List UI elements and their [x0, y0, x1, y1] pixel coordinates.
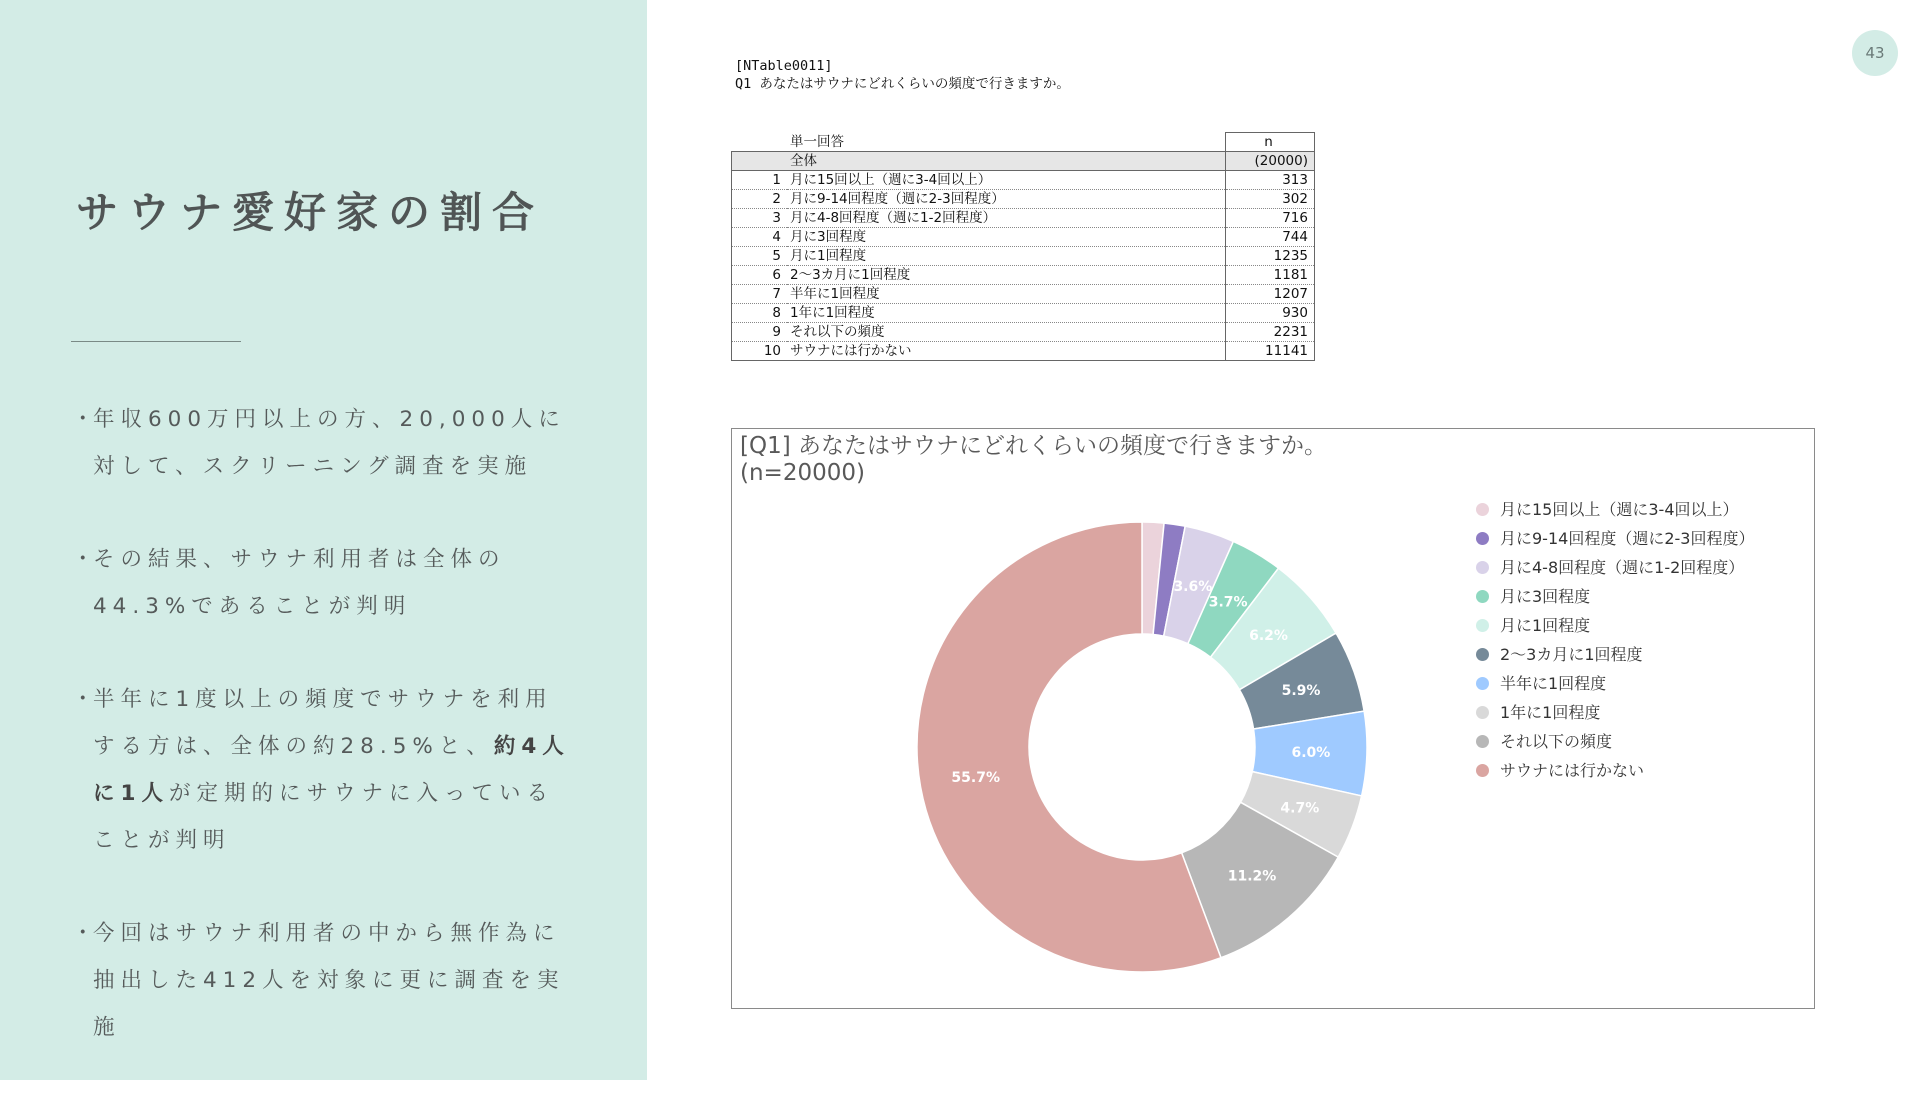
- row-number: 4: [732, 228, 788, 247]
- row-number: 5: [732, 247, 788, 266]
- total-n: (20000): [1226, 152, 1315, 171]
- left-panel: [0, 0, 647, 1080]
- row-label: 半年に1回程度: [787, 285, 1226, 304]
- row-label: 月に15回以上（週に3-4回以上）: [787, 171, 1226, 190]
- table-total-row: [732, 152, 1315, 171]
- legend-label: サウナには行かない: [1500, 761, 1645, 780]
- row-n: 313: [1226, 171, 1315, 190]
- row-label: 月に4-8回程度（週に1-2回程度）: [787, 209, 1226, 228]
- table-row: [732, 247, 1315, 266]
- row-number: 7: [732, 285, 788, 304]
- n-column-header: n: [1226, 133, 1315, 152]
- legend-swatch: [1476, 677, 1489, 690]
- bullet-text: が定期的にサウナに入っていることが判明: [93, 781, 554, 853]
- bullet-item: [70, 396, 570, 490]
- table-header-blank: [732, 133, 788, 152]
- row-label: それ以下の頻度: [787, 323, 1226, 342]
- total-no: [732, 152, 788, 171]
- slice-data-label: 55.7%: [951, 770, 1000, 787]
- row-label: サウナには行かない: [787, 342, 1226, 361]
- legend-item: [1476, 495, 1754, 524]
- legend-label: 月に15回以上（週に3-4回以上）: [1500, 500, 1739, 519]
- slice-data-label: 5.9%: [1281, 682, 1321, 699]
- legend-label: それ以下の頻度: [1500, 732, 1613, 751]
- row-n: 11141: [1226, 342, 1315, 361]
- slice-data-label: 4.7%: [1280, 800, 1320, 817]
- row-number: 10: [732, 342, 788, 361]
- table-row: [732, 285, 1315, 304]
- slide-title: サウナ愛好家の割合: [76, 188, 545, 237]
- legend-swatch: [1476, 561, 1489, 574]
- table-row: [732, 209, 1315, 228]
- row-label: 月に9-14回程度（週に2-3回程度）: [787, 190, 1226, 209]
- row-n: 744: [1226, 228, 1315, 247]
- slice-data-label: 11.2%: [1227, 868, 1277, 885]
- legend-swatch: [1476, 532, 1489, 545]
- row-label: 月に1回程度: [787, 247, 1226, 266]
- row-label: 1年に1回程度: [787, 304, 1226, 323]
- table-row: [732, 342, 1315, 361]
- bullet-item: [70, 536, 570, 630]
- legend-label: 月に4-8回程度（週に1-2回程度）: [1500, 558, 1745, 577]
- answer-type-label: 単一回答: [787, 133, 1226, 152]
- legend-swatch: [1476, 764, 1489, 777]
- table-row: [732, 323, 1315, 342]
- table-header-row: [732, 133, 1315, 152]
- table-row: [732, 190, 1315, 209]
- table-row: [732, 228, 1315, 247]
- table-id: [NTable0011]: [735, 58, 833, 74]
- bullet-dot: ・: [72, 687, 100, 712]
- table-row: [732, 266, 1315, 285]
- legend-swatch: [1476, 648, 1489, 661]
- bullet-text: 今回はサウナ利用者の中から無作為に抽出した412人を対象に更に調査を実施: [93, 921, 565, 1040]
- frequency-table: [731, 132, 1315, 361]
- row-number: 2: [732, 190, 788, 209]
- bullet-item: [70, 910, 570, 1051]
- slice-data-label: 6.2%: [1249, 627, 1288, 644]
- slice-data-label: 6.0%: [1291, 745, 1331, 762]
- bullet-text: その結果、サウナ利用者は全体の44.3%であることが判明: [93, 547, 506, 619]
- row-n: 1207: [1226, 285, 1315, 304]
- legend-label: 2～3カ月に1回程度: [1500, 645, 1643, 664]
- legend-swatch: [1476, 619, 1489, 632]
- legend-item: [1476, 698, 1754, 727]
- legend-swatch: [1476, 735, 1489, 748]
- chart-subtitle: (n=20000): [740, 460, 865, 486]
- bullet-item: [70, 676, 570, 864]
- row-label: 月に3回程度: [787, 228, 1226, 247]
- legend-item: [1476, 582, 1754, 611]
- row-number: 9: [732, 323, 788, 342]
- bullet-dot: ・: [72, 547, 100, 572]
- row-n: 1235: [1226, 247, 1315, 266]
- table-question: Q1 あなたはサウナにどれくらいの頻度で行きますか。: [735, 76, 1070, 92]
- row-n: 716: [1226, 209, 1315, 228]
- row-label: 2～3カ月に1回程度: [787, 266, 1226, 285]
- row-number: 6: [732, 266, 788, 285]
- bullet-emphasis: 約4人に1人: [93, 734, 570, 806]
- legend-swatch: [1476, 590, 1489, 603]
- table-row: [732, 171, 1315, 190]
- table-caption: [735, 57, 1070, 93]
- legend-item: [1476, 727, 1754, 756]
- legend-item: [1476, 524, 1754, 553]
- row-n: 2231: [1226, 323, 1315, 342]
- bullet-text: 半年に1度以上の頻度でサウナを利用する方は、全体の約28.5%と、: [93, 687, 553, 759]
- bullet-text: 年収600万円以上の方、20,000人に対して、スクリーニング調査を実施: [93, 407, 566, 479]
- title-divider: [71, 341, 241, 342]
- legend-item: [1476, 669, 1754, 698]
- legend-item: [1476, 756, 1754, 785]
- slice-data-label: 3.7%: [1208, 594, 1248, 611]
- legend-label: 月に3回程度: [1500, 587, 1591, 606]
- slice-data-label: 3.6%: [1173, 578, 1213, 595]
- row-n: 930: [1226, 304, 1315, 323]
- chart-legend: [1476, 495, 1754, 785]
- row-number: 8: [732, 304, 788, 323]
- legend-item: [1476, 640, 1754, 669]
- donut-chart-panel: [731, 428, 1815, 1009]
- bullet-list: [70, 396, 570, 1097]
- row-n: 1181: [1226, 266, 1315, 285]
- legend-item: [1476, 611, 1754, 640]
- legend-swatch: [1476, 503, 1489, 516]
- legend-item: [1476, 553, 1754, 582]
- legend-label: 月に9-14回程度（週に2-3回程度）: [1500, 529, 1755, 548]
- bullet-dot: ・: [72, 407, 100, 432]
- table-row: [732, 304, 1315, 323]
- bullet-dot: ・: [72, 921, 100, 946]
- row-number: 1: [732, 171, 788, 190]
- legend-label: 1年に1回程度: [1500, 703, 1601, 722]
- legend-label: 月に1回程度: [1500, 616, 1591, 635]
- legend-swatch: [1476, 706, 1489, 719]
- row-number: 3: [732, 209, 788, 228]
- page-number: 43: [1852, 30, 1898, 76]
- total-label: 全体: [787, 152, 1226, 171]
- chart-title: [Q1] あなたはサウナにどれくらいの頻度で行きますか。: [740, 433, 1327, 459]
- row-n: 302: [1226, 190, 1315, 209]
- legend-label: 半年に1回程度: [1500, 674, 1607, 693]
